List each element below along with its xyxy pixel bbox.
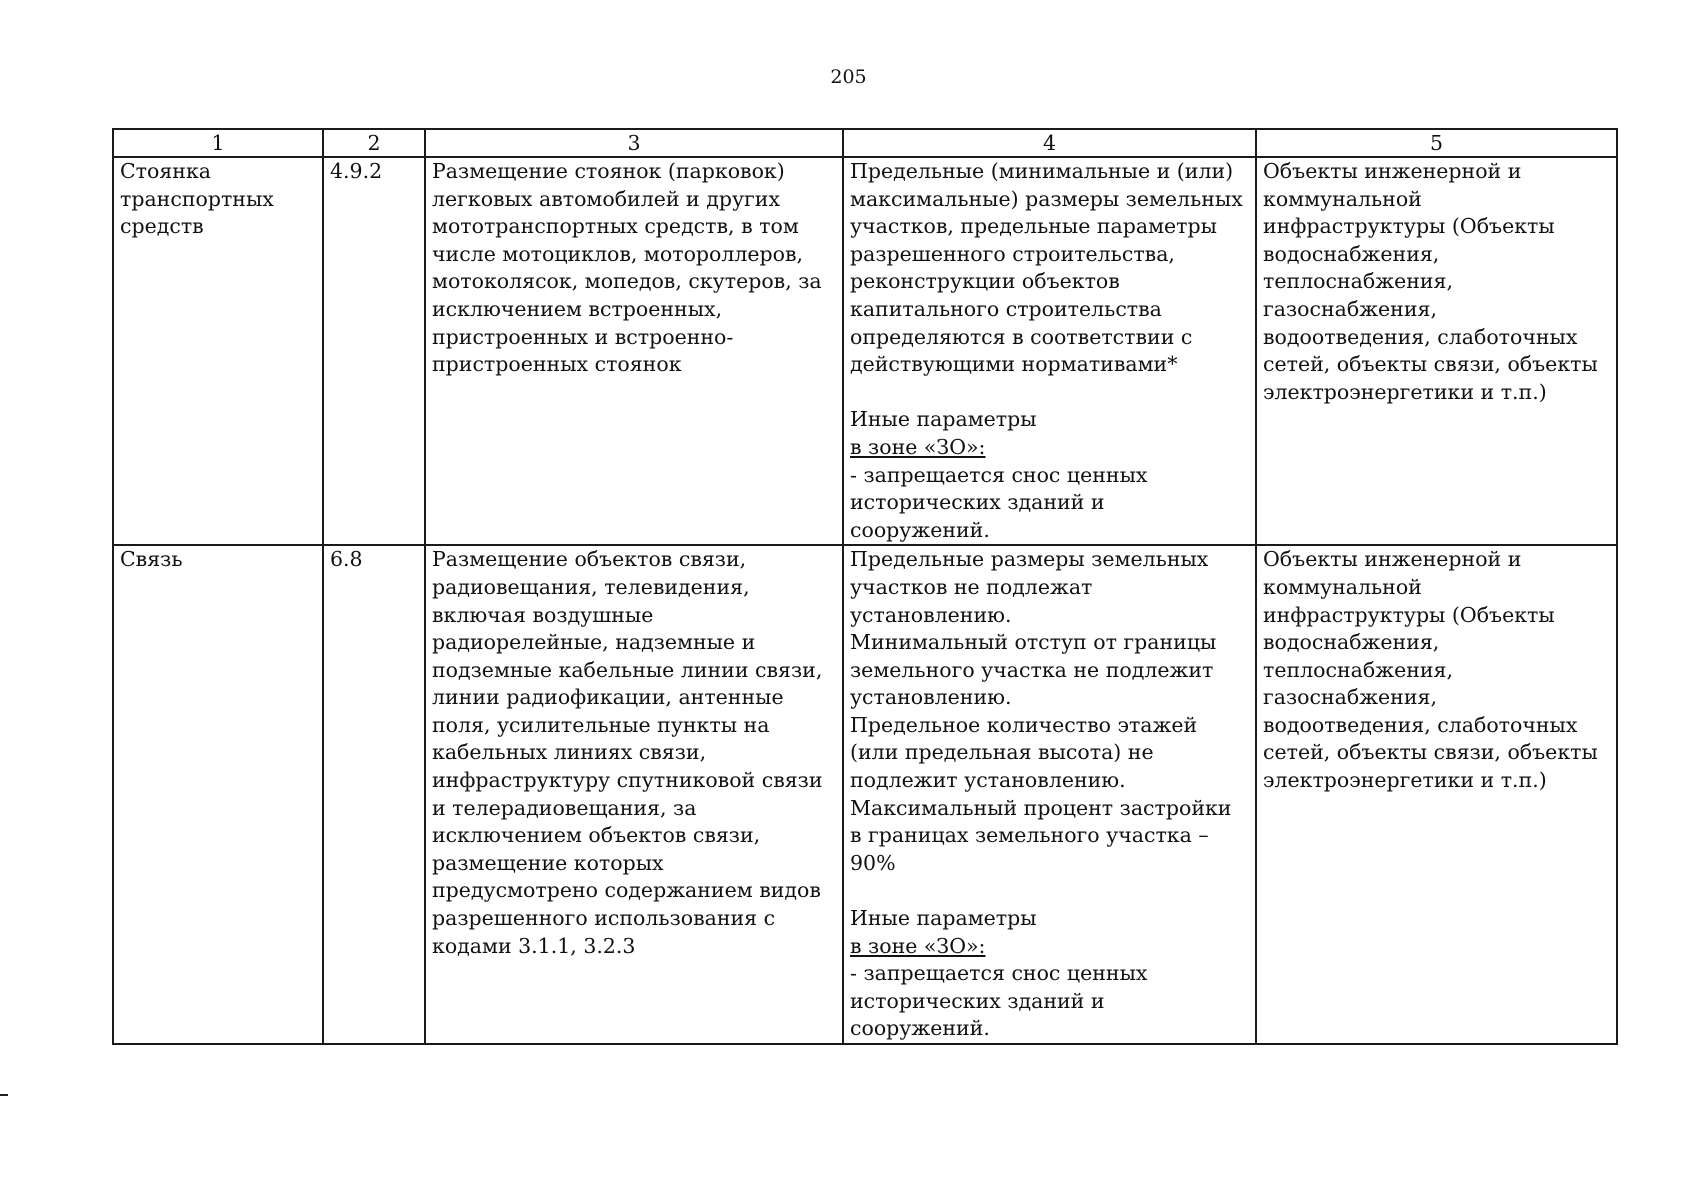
zone-label: в зоне «ЗО»: [850, 933, 986, 958]
header-col-4: 4 [843, 129, 1256, 157]
use-description: Размещение объектов связи, радиовещания, телевидения, включая воздушные радиорелейные, надземные и подземные кабельные линии связи, линии радиофикации, антенные поля, усилительные пункты на кабельных линиях связи, инфраструктуру спутниковой связи и телерадиовещания, за исключением объектов связи, размещение которых предусмотрено содержанием видов разрешенного использования с кодами 3.1.1, 3.2.3 [425, 545, 843, 1044]
table-row [113, 545, 1617, 1044]
other-parameters-title: Иные параметры [850, 407, 1037, 432]
parameter-min-setback: Минимальный отступ от границы земельного участка не подлежит установлению. [850, 630, 1217, 710]
use-code: 4.9.2 [323, 157, 425, 545]
parameter-max-coverage: Максимальный процент застройки в границах земельного участка – 90% [850, 795, 1232, 875]
zone-rule: - запрещается снос ценных исторических зданий и сооружений. [850, 462, 1148, 542]
parameter-plot-size: Предельные размеры земельных участков не подлежат установлению. [850, 547, 1209, 627]
use-parameters [843, 545, 1256, 1044]
parameter-max-floors: Предельное количество этажей (или предельная высота) не подлежит установлению. [850, 712, 1198, 793]
auxiliary-objects: Объекты инженерной и коммунальной инфраструктуры (Объекты водоснабжения, теплоснабжения, газоснабжения, водоотведения, слаботочных сетей, объекты связи, объекты электроэнергетики и т.п.) [1256, 157, 1617, 545]
use-parameters [843, 157, 1256, 545]
zone-label: в зоне «ЗО»: [850, 434, 986, 459]
header-row [113, 129, 1617, 157]
header-col-2: 2 [323, 129, 425, 157]
use-name: Стоянка транспортных средств [113, 157, 323, 545]
zone-rule: - запрещается снос ценных исторических зданий и сооружений. [850, 961, 1148, 1041]
auxiliary-objects: Объекты инженерной и коммунальной инфраструктуры (Объекты водоснабжения, теплоснабжения, газоснабжения, водоотведения, слаботочных сетей, объекты связи, объекты электроэнергетики и т.п.) [1256, 545, 1617, 1044]
scan-mark [0, 1094, 8, 1096]
page-number: 205 [830, 66, 867, 88]
use-code: 6.8 [323, 545, 425, 1044]
use-name: Связь [113, 545, 323, 1044]
header-col-5: 5 [1256, 129, 1617, 157]
use-description: Размещение стоянок (парковок) легковых автомобилей и других мототранспортных средств, в том числе мотоциклов, мотороллеров, мотоколясок, мопедов, скутеров, за исключением встроенных, пристроенных и встроенно-пристроенных стоянок [425, 157, 843, 545]
header-col-3: 3 [425, 129, 843, 157]
table-row [113, 157, 1617, 545]
other-parameters-title: Иные параметры [850, 906, 1037, 931]
header-col-1: 1 [113, 129, 323, 157]
parameters-main: Предельные (минимальные и (или) максимальные) размеры земельных участков, предельные параметры разрешенного строительства, реконструкции объектов капитального строительства определяются в соответствии с действующими нормативами* [850, 159, 1243, 377]
regulations-table [112, 128, 1618, 1045]
